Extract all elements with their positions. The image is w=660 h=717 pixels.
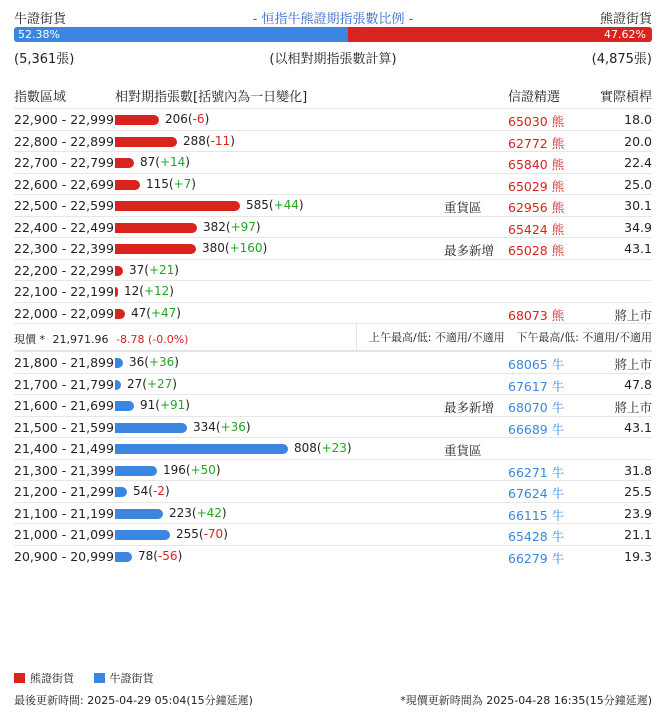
spot-change: -8.78 (-0.0%) (115, 333, 189, 346)
row-range: 22,100 - 22,199 (14, 284, 114, 299)
row-range: 22,300 - 22,399 (14, 241, 114, 256)
spot-value: 21,971.96 (52, 333, 109, 346)
row-count: 115(+7) (146, 176, 196, 191)
bull-contract-bar (115, 380, 121, 390)
count-change: -56 (157, 548, 178, 563)
row-range: 22,700 - 22,799 (14, 155, 114, 170)
row-range: 20,900 - 20,999 (14, 548, 114, 564)
row-leverage: 18.0 (624, 112, 652, 127)
bear-row (14, 130, 652, 152)
row-leverage: 31.8 (624, 462, 652, 478)
row-range: 21,200 - 21,299 (14, 484, 114, 499)
warrant-code-link[interactable]: 65840 熊 (508, 157, 565, 172)
bull-contract-bar (115, 358, 123, 368)
row-leverage: 30.1 (624, 198, 652, 213)
count-value: 334 (193, 419, 216, 434)
count-change: +42 (196, 505, 222, 520)
row-count: 206(-6) (165, 112, 210, 126)
bull-contract-bar (115, 444, 288, 454)
bull-row (14, 351, 652, 373)
count-value: 36 (129, 355, 145, 369)
count-value: 27 (127, 376, 143, 391)
warrant-code-link[interactable]: 62772 熊 (508, 135, 565, 151)
bear-row (14, 194, 652, 216)
row-range: 21,000 - 21,099 (14, 527, 114, 542)
count-value: 115 (146, 176, 169, 191)
count-value: 585 (246, 198, 269, 212)
bear-row (14, 151, 652, 173)
bull-swatch-icon (94, 673, 105, 683)
count-value: 206 (165, 112, 188, 126)
count-change: +12 (143, 284, 170, 298)
bear-contract-bar (115, 158, 134, 168)
row-count: 808(+23) (294, 441, 352, 455)
count-value: 91 (140, 398, 156, 412)
row-count: 36(+36) (129, 355, 179, 369)
count-change: -11 (210, 133, 231, 148)
bear-header-label: 熊證街貨 (599, 12, 652, 27)
bear-row (14, 259, 652, 281)
row-leverage: 將上市 (614, 357, 652, 372)
ratio-bar (14, 27, 652, 42)
bear-contract-bar (115, 180, 140, 190)
row-count: 37(+21) (129, 262, 179, 277)
warrant-code-link[interactable]: 66689 牛 (508, 421, 565, 437)
count-change: -2 (152, 484, 165, 498)
bear-row (14, 237, 652, 259)
bull-header-label: 牛證街貨 (14, 12, 67, 27)
row-range: 22,400 - 22,499 (14, 219, 114, 235)
warrant-code-link[interactable]: 66115 牛 (508, 507, 565, 523)
legend-bear (14, 672, 74, 685)
count-change: +44 (273, 198, 299, 212)
row-leverage: 25.0 (624, 176, 652, 192)
row-range: 21,700 - 21,799 (14, 376, 114, 392)
count-change: +21 (148, 262, 175, 277)
bull-contract-bar (115, 423, 187, 433)
bull-row (14, 523, 652, 545)
row-range: 22,600 - 22,699 (14, 176, 114, 192)
warrant-code-link[interactable]: 66279 牛 (508, 550, 565, 566)
row-range: 21,400 - 21,499 (14, 441, 114, 456)
count-change: +36 (220, 419, 246, 434)
bear-row (14, 216, 652, 238)
warrant-code-link[interactable]: 65029 熊 (508, 178, 565, 194)
row-range: 22,900 - 22,999 (14, 112, 114, 127)
bear-contract-bar (115, 244, 196, 254)
legend-bull-label: 牛證街貨 (109, 672, 154, 685)
last-updated: 最後更新時間: 2025-04-29 05:04(15分鐘延遲) (14, 694, 253, 707)
count-value: 12 (124, 284, 140, 298)
count-value: 78 (138, 548, 154, 563)
count-value: 380 (202, 241, 225, 255)
row-count: 255(-70) (176, 527, 228, 541)
warrant-code-link[interactable]: 65424 熊 (508, 221, 565, 237)
bull-row (14, 373, 652, 395)
bull-row (14, 459, 652, 481)
count-value: 223 (169, 505, 192, 520)
bear-contract-bar (115, 223, 197, 233)
row-count: 78(-56) (138, 548, 183, 563)
ratio-counts (14, 48, 652, 66)
row-range: 21,500 - 21,599 (14, 419, 114, 435)
bull-row (14, 437, 652, 459)
bull-row (14, 480, 652, 502)
warrant-code-link[interactable]: 67617 牛 (508, 378, 565, 394)
bear-row (14, 302, 652, 324)
row-leverage: 將上市 (614, 307, 652, 323)
warrant-code-link[interactable]: 66271 牛 (508, 464, 565, 480)
row-count: 380(+160) (202, 241, 268, 255)
bull-row (14, 502, 652, 524)
count-value: 87 (140, 155, 156, 169)
bear-row (14, 108, 652, 130)
count-change: +47 (150, 305, 177, 320)
count-change: +14 (159, 155, 186, 169)
bear-contract-bar (115, 309, 125, 319)
row-leverage: 19.3 (624, 548, 652, 564)
warrant-code-link[interactable]: 68073 熊 (508, 307, 565, 323)
legend (14, 670, 170, 686)
row-range: 22,200 - 22,299 (14, 262, 114, 278)
count-value: 54 (133, 484, 149, 498)
count-value: 37 (129, 262, 145, 277)
spot-price-row (14, 323, 652, 351)
row-count: 47(+47) (131, 305, 181, 320)
row-count: 382(+97) (203, 219, 261, 234)
bear-contract-bar (115, 287, 118, 297)
row-count: 87(+14) (140, 155, 190, 169)
bear-swatch-icon (14, 673, 25, 683)
header (14, 8, 652, 26)
am-high-low: 上午最高/低: 不適用/不適用 (356, 324, 505, 351)
bear-row (14, 280, 652, 302)
spot-label: 現價 * (14, 333, 45, 346)
row-range: 21,800 - 21,899 (14, 355, 114, 370)
row-range: 22,500 - 22,599 (14, 198, 114, 213)
row-leverage: 47.8 (624, 376, 652, 392)
count-change: +97 (230, 219, 256, 234)
col-range: 指數區域 (14, 90, 67, 105)
warrant-code-link[interactable]: 68070 牛 (508, 400, 565, 415)
count-value: 255 (176, 527, 199, 541)
spot-updated: *現價更新時間為 2025-04-28 16:35(15分鐘延遲) (400, 694, 652, 707)
count-change: +36 (148, 355, 175, 369)
bull-rows (14, 351, 652, 566)
count-change: +50 (190, 462, 216, 477)
distribution-table (14, 108, 652, 566)
row-leverage: 將上市 (614, 400, 652, 415)
bear-rows (14, 108, 652, 323)
col-contracts: 相對期指張數[括號內為一日變化] (115, 90, 308, 105)
row-count: 12(+12) (124, 284, 174, 298)
row-tag: 重貨區 (444, 443, 482, 458)
count-change: -70 (203, 527, 224, 541)
row-leverage: 43.1 (624, 241, 652, 256)
row-count: 585(+44) (246, 198, 304, 212)
count-change: +7 (173, 176, 192, 191)
count-change: -6 (192, 112, 205, 126)
warrant-code-link[interactable]: 62956 熊 (508, 200, 565, 215)
spot-price (14, 331, 188, 347)
pm-high-low: 下午最高/低: 不適用/不適用 (516, 331, 652, 344)
count-value: 382 (203, 219, 226, 234)
row-range: 21,300 - 21,399 (14, 462, 114, 478)
bull-contract-bar (115, 530, 170, 540)
ratio-note: (以相對期指張數計算) (269, 52, 397, 67)
row-leverage: 21.1 (624, 527, 652, 542)
row-leverage: 43.1 (624, 419, 652, 435)
count-value: 288 (183, 133, 206, 148)
col-leverage: 實際槓桿 (599, 90, 652, 105)
warrant-code-link[interactable]: 65428 牛 (508, 529, 565, 544)
count-change: +91 (159, 398, 186, 412)
row-count: 91(+91) (140, 398, 190, 412)
count-change: +160 (229, 241, 263, 255)
legend-bear-label: 熊證街貨 (30, 672, 74, 685)
row-tag: 重貨區 (444, 200, 482, 215)
bear-contract-bar (115, 137, 177, 147)
col-pick: 信證精選 (508, 90, 561, 105)
row-leverage: 22.4 (624, 155, 652, 170)
warrant-code-link[interactable]: 65028 熊 (508, 243, 565, 258)
row-leverage: 25.5 (624, 484, 652, 499)
row-range: 22,800 - 22,899 (14, 133, 114, 149)
count-value: 808 (294, 441, 317, 455)
count-value: 196 (163, 462, 186, 477)
row-range: 21,100 - 21,199 (14, 505, 114, 521)
row-count: 27(+27) (127, 376, 177, 391)
bear-contract-bar (115, 201, 240, 211)
row-count: 288(-11) (183, 133, 235, 148)
count-change: +27 (146, 376, 173, 391)
count-value: 47 (131, 305, 147, 320)
warrant-code-link[interactable]: 68065 牛 (508, 357, 565, 372)
row-count: 334(+36) (193, 419, 251, 434)
bear-contract-bar (115, 115, 159, 125)
row-count: 54(-2) (133, 484, 170, 498)
bull-row (14, 545, 652, 567)
page-title: - 恒指牛熊證期指張數比例 - (252, 12, 414, 27)
bear-count: (4,875張) (591, 52, 652, 67)
count-change: +23 (321, 441, 347, 455)
row-leverage: 34.9 (624, 219, 652, 235)
row-tag: 最多新增 (444, 400, 495, 415)
bull-contract-bar (115, 466, 157, 476)
bull-contract-bar (115, 487, 127, 497)
bull-contract-bar (115, 552, 132, 562)
bull-contract-bar (115, 509, 163, 519)
bull-row (14, 394, 652, 416)
column-headers (14, 86, 652, 106)
bear-contract-bar (115, 266, 123, 276)
bull-count: (5,361張) (14, 52, 75, 67)
warrant-code-link[interactable]: 67624 牛 (508, 486, 565, 501)
bull-contract-bar (115, 401, 134, 411)
row-leverage: 20.0 (624, 133, 652, 149)
row-tag: 最多新增 (444, 243, 495, 258)
bear-row (14, 173, 652, 195)
row-count: 196(+50) (163, 462, 221, 477)
warrant-code-link[interactable]: 65030 熊 (508, 114, 565, 129)
row-count: 223(+42) (169, 505, 227, 520)
bull-ratio-segment: 52.38% (14, 27, 348, 42)
row-range: 22,000 - 22,099 (14, 305, 114, 321)
legend-bull (94, 672, 154, 685)
row-leverage: 23.9 (624, 505, 652, 521)
bear-ratio-segment: 47.62% (348, 27, 652, 42)
bull-row (14, 416, 652, 438)
row-range: 21,600 - 21,699 (14, 398, 114, 413)
